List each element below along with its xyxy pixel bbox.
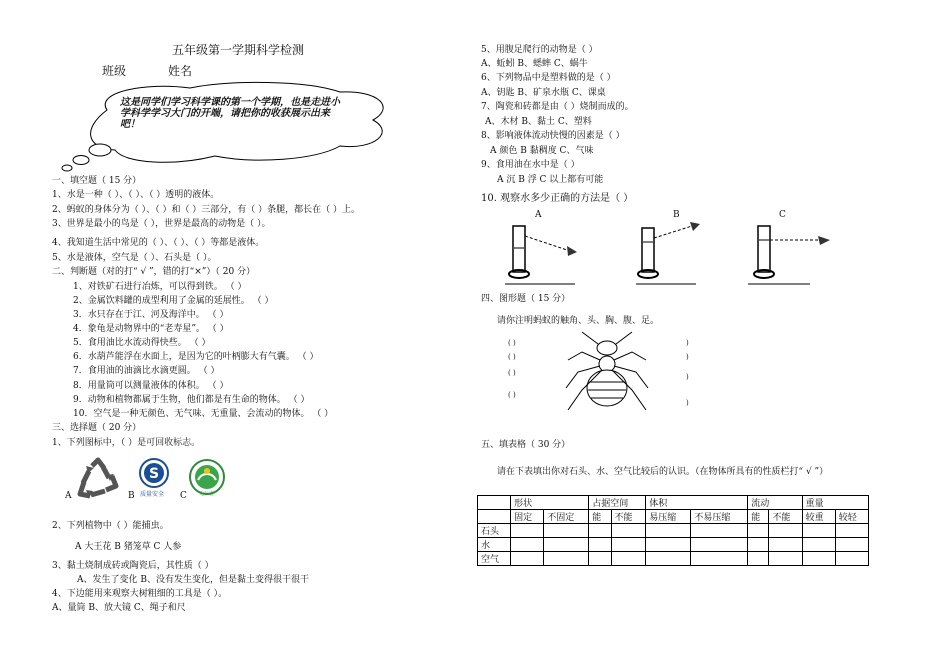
ant-label-blank-left: ( ) <box>508 391 516 399</box>
table-cell[interactable] <box>511 552 544 566</box>
choice-question-8-options: A 颜色 B 黏稠度 C、气味 <box>490 146 594 156</box>
ant-label-blank-left: ( ) <box>508 339 516 347</box>
pollution-free-logo-text: 无公害 <box>199 491 215 497</box>
page-title: 五年级第一学期科学检测 <box>172 43 305 57</box>
table-cell[interactable] <box>611 538 646 552</box>
choice-question-4-options: A、量筒 B、放大镜 C、绳子和尺 <box>52 603 186 613</box>
table-cell[interactable] <box>511 524 544 538</box>
name-label: 姓名 <box>168 64 193 78</box>
cylinder-c-figure <box>748 222 838 286</box>
comparison-table <box>477 495 869 566</box>
table-cell[interactable] <box>769 538 802 552</box>
table-cell[interactable] <box>748 538 769 552</box>
ant-diagram <box>560 330 660 418</box>
table-cell[interactable] <box>511 538 544 552</box>
table-row-label: 空气 <box>478 552 511 566</box>
cylinder-label-b: B <box>673 210 680 220</box>
fill-question-1: 1、水是一种（ ）、（ ）、（ ）透明的液体。 <box>52 190 220 200</box>
judge-item: 2、金属饮料罐的成型利用了金属的延展性。 （ ） <box>73 296 274 306</box>
table-cell[interactable] <box>646 524 691 538</box>
ant-label-blank-right: ) <box>686 373 689 381</box>
table-cell[interactable] <box>691 538 748 552</box>
table-row <box>478 552 869 566</box>
table-corner-cell <box>478 496 511 510</box>
choice-question-5: 5、用腹足爬行的动物是（ ） <box>481 45 598 55</box>
table-row <box>478 524 869 538</box>
quality-safety-logo-text: 质量安全 <box>140 491 165 498</box>
judge-item: 8．用量筒可以测量液体的体积。 （ ） <box>73 381 229 391</box>
table-subheader: 不固定 <box>544 510 589 524</box>
class-label: 班级 <box>102 64 127 78</box>
table-cell[interactable] <box>544 538 589 552</box>
thought-bubble-icon <box>55 80 395 175</box>
table-subheader: 易压缩 <box>646 510 691 524</box>
table-cell[interactable] <box>802 538 835 552</box>
choice-question-3-options: A、发生了变化 B、没有发生变化，但是黏土变得很干很干 <box>77 575 309 585</box>
fill-question-5: 5、水是液体，空气是（ ）、石头是（ ）。 <box>52 253 217 263</box>
svg-text:S: S <box>148 466 160 482</box>
option-a-label: A <box>65 491 72 501</box>
table-group-header: 流动 <box>748 496 802 510</box>
table-cell[interactable] <box>646 552 691 566</box>
table-cell[interactable] <box>589 524 611 538</box>
table-cell[interactable] <box>835 552 868 566</box>
option-c-label: C <box>180 491 187 501</box>
table-subheader: 固定 <box>511 510 544 524</box>
table-cell[interactable] <box>589 552 611 566</box>
cylinder-label-a: A <box>535 210 542 220</box>
choice-question-9-options: A 沉 B 浮 C 以上都有可能 <box>497 175 604 185</box>
table-cell[interactable] <box>748 552 769 566</box>
table-cell[interactable] <box>691 552 748 566</box>
choice-question-5-options: A、蚯蚓 B、蟋蟀 C、蜗牛 <box>481 59 588 69</box>
fill-question-3: 3、世界是最小的鸟是（ ），世界是最高的动物是（ ）。 <box>52 219 271 229</box>
quality-safety-logo-icon <box>135 458 173 494</box>
choice-question-9: 9、食用油在水中是（ ） <box>481 160 580 170</box>
table-cell[interactable] <box>769 524 802 538</box>
choice-question-7-options: A、木材 B、黏土 C、塑料 <box>485 117 592 127</box>
table-subheader: 较重 <box>802 510 835 524</box>
ant-label-blank-right: ) <box>686 339 689 347</box>
table-cell[interactable] <box>544 524 589 538</box>
choice-question-7: 7、陶瓷和砖都是由（ ）烧制而成的。 <box>481 102 634 112</box>
judge-item: 9．动物和植物都属于生物，他们都是有生命的物体。 （ ） <box>73 395 310 405</box>
table-cell[interactable] <box>589 538 611 552</box>
choice-question-4: 4、下边能用来观察大树粗细的工具是（ ）。 <box>52 589 228 599</box>
section-2-heading: 二、判断题（对的打“ √ ”，错的打“×”）（ 20 分） <box>52 267 256 277</box>
section-4-heading: 四、图形题（ 15 分） <box>481 294 571 304</box>
judge-item: 3．水只存在于江、河及海洋中。 （ ） <box>73 310 229 320</box>
judge-item: 6．水葫芦能浮在水面上，是因为它的叶柄膨大有气囊。 （ ） <box>73 352 319 362</box>
table-subheader: 不能 <box>611 510 646 524</box>
choice-question-6: 6、下列物品中是塑料做的是（ ） <box>481 73 616 83</box>
table-cell[interactable] <box>611 552 646 566</box>
table-subheader: 能 <box>589 510 611 524</box>
table-row-label: 石头 <box>478 524 511 538</box>
table-group-header: 占据空间 <box>589 496 646 510</box>
table-cell[interactable] <box>835 524 868 538</box>
option-b-label: B <box>128 491 135 501</box>
table-cell[interactable] <box>835 538 868 552</box>
ant-label-blank-right: ) <box>686 353 689 361</box>
table-group-header-row <box>478 496 869 510</box>
ant-label-blank-right: ) <box>686 399 689 407</box>
table-subheader: 能 <box>748 510 769 524</box>
bubble-text-line-3: 吧！ <box>120 119 140 130</box>
fill-question-2: 2、蚂蚁的身体分为（ ）、（ ）和（ ）三部分，有（ ）条腿，都长在（ ）上。 <box>52 205 361 215</box>
table-cell[interactable] <box>748 524 769 538</box>
choice-question-1: 1、下列图标中，（ ）是可回收标志。 <box>52 438 201 448</box>
section-5-heading: 五、填表格（ 30 分） <box>481 440 571 450</box>
table-group-header: 体积 <box>646 496 748 510</box>
table-subheader: 不易压缩 <box>691 510 748 524</box>
table-subheader-row <box>478 510 869 524</box>
table-cell[interactable] <box>802 552 835 566</box>
bubble-text-line-2: 学科学学习大门的开端，请把你的收获展示出来 <box>120 108 330 119</box>
table-cell[interactable] <box>691 524 748 538</box>
fill-question-4: 4、我知道生活中常见的（ ）、（ ）、（ ）等都是液体。 <box>52 238 265 248</box>
judge-item: 4．象龟是动物界中的“老寿星”。 （ ） <box>73 324 229 334</box>
judge-item: 10．空气是一种无颜色、无气味、无重量、会流动的物体。 （ ） <box>73 409 334 419</box>
judge-item: 1、对铁矿石进行冶炼，可以得到铁。 （ ） <box>73 282 247 292</box>
section-1-heading: 一、填空题（ 15 分） <box>52 176 142 186</box>
table-group-header: 重量 <box>802 496 868 510</box>
choice-question-8: 8、影响液体流动快慢的因素是（ ） <box>481 131 625 141</box>
judge-item: 5．食用油比水流动得快些。 （ ） <box>73 338 211 348</box>
table-cell[interactable] <box>544 552 589 566</box>
bubble-text-line-1: 这是同学们学习科学课的第一个学期，也是走进小 <box>120 97 340 108</box>
cylinder-b-figure <box>636 222 716 286</box>
recycle-icon <box>76 458 120 500</box>
table-cell[interactable] <box>646 538 691 552</box>
choice-question-3: 3、黏土烧制成砖或陶瓷后，其性质（ ） <box>52 561 214 571</box>
table-subheader: 较轻 <box>835 510 868 524</box>
judge-item: 7．食用油的油滴比水滴更圆。 （ ） <box>73 366 220 376</box>
section-3-heading: 三、选择题（ 20 分） <box>52 423 142 433</box>
ant-label-blank-left: ( ) <box>508 369 516 377</box>
section-4-instruction: 请你注明蚂蚁的触角、头、胸、腹、足。 <box>497 316 660 326</box>
choice-question-6-options: A、钥匙 B、矿泉水瓶 C、课桌 <box>481 88 606 98</box>
cylinder-label-c: C <box>779 210 786 220</box>
table-cell[interactable] <box>802 524 835 538</box>
choice-question-10: 10. 观察水多少正确的方法是（ ） <box>481 193 634 204</box>
table-corner-cell <box>478 510 511 524</box>
section-5-instruction: 请在下表填出你对石头、水、空气比较后的认识。（在物体所具有的性质栏打“ √ ”） <box>497 467 829 477</box>
table-cell[interactable] <box>611 524 646 538</box>
choice-question-2-options: A 大王花 B 猪笼草 C 人参 <box>75 542 182 552</box>
table-row-label: 水 <box>478 538 511 552</box>
table-subheader: 不能 <box>769 510 802 524</box>
choice-question-2: 2、下列植物中（ ）能捕虫。 <box>52 521 169 531</box>
table-cell[interactable] <box>769 552 802 566</box>
table-row <box>478 538 869 552</box>
ant-label-blank-left: ( ) <box>508 353 516 361</box>
cylinder-a-figure <box>505 222 585 286</box>
table-group-header: 形状 <box>511 496 589 510</box>
